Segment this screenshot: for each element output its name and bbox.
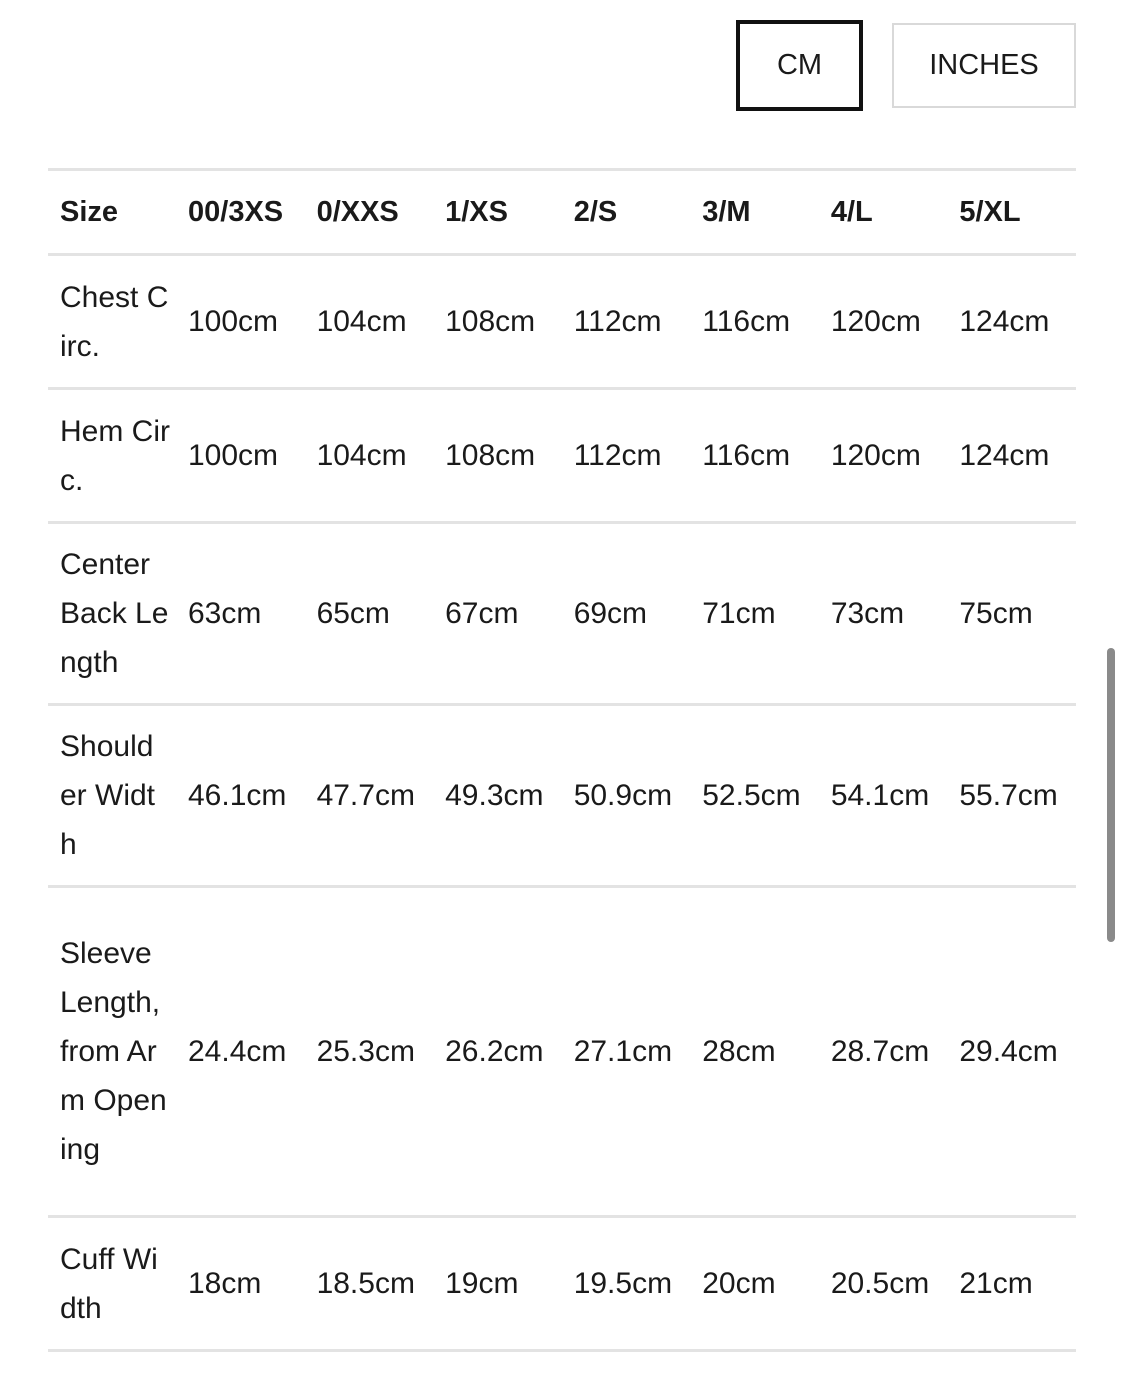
table-cell: 108cm xyxy=(445,305,536,338)
size-header-1-xs: 1/XS xyxy=(445,195,508,228)
table-cell: 20.5cm xyxy=(830,1267,930,1300)
table-cell: 112cm xyxy=(573,305,662,338)
table-cell: 27.1cm xyxy=(573,1035,673,1068)
table-cell: 24.4cm xyxy=(188,1035,287,1068)
size-header-00-3xs: 00/3XS xyxy=(188,195,284,228)
table-cell: 19cm xyxy=(445,1267,519,1300)
table-cell: 112cm xyxy=(573,439,662,472)
table-row-hem-circ xyxy=(48,389,1076,523)
table-cell: 71cm xyxy=(702,597,776,630)
table-cell: 49.3cm xyxy=(445,779,544,812)
table-cell: 18cm xyxy=(188,1267,262,1300)
table-cell: 120cm xyxy=(830,439,921,472)
table-cell: 46.1cm xyxy=(188,779,287,812)
table-row-cuff-width xyxy=(48,1217,1076,1351)
row-label: Cuff Width xyxy=(60,1242,158,1325)
table-cell: 29.4cm xyxy=(959,1035,1058,1068)
table-cell: 20cm xyxy=(702,1267,776,1300)
table-cell: 100cm xyxy=(188,439,279,472)
table-cell: 25.3cm xyxy=(316,1035,415,1068)
size-header-3-m: 3/M xyxy=(702,195,751,228)
size-header-label: Size xyxy=(60,195,119,228)
table-cell: 104cm xyxy=(316,305,407,338)
table-cell: 67cm xyxy=(445,597,519,630)
table-cell: 28cm xyxy=(702,1035,776,1068)
table-cell: 116cm xyxy=(702,305,791,338)
table-cell: 124cm xyxy=(959,439,1050,472)
table-cell: 55.7cm xyxy=(959,779,1058,812)
table-row-center-back-length xyxy=(48,523,1076,705)
cm-unit-button[interactable]: CM xyxy=(736,20,863,111)
table-cell: 116cm xyxy=(702,439,791,472)
table-cell: 75cm xyxy=(959,597,1033,630)
table-row-chest-circ xyxy=(48,255,1076,389)
table-cell: 52.5cm xyxy=(702,779,801,812)
inches-unit-button[interactable]: INCHES xyxy=(892,23,1076,108)
table-cell: 73cm xyxy=(830,597,905,630)
table-cell: 19.5cm xyxy=(573,1267,673,1300)
table-cell: 69cm xyxy=(573,597,648,630)
table-row-shoulder-width xyxy=(48,705,1076,887)
table-cell: 100cm xyxy=(188,305,279,338)
size-header-4-l: 4/L xyxy=(830,195,873,228)
table-cell: 63cm xyxy=(188,597,262,630)
table-cell: 26.2cm xyxy=(445,1035,544,1068)
row-label: Chest Circ. xyxy=(60,280,169,363)
table-cell: 65cm xyxy=(316,597,390,630)
table-cell: 50.9cm xyxy=(573,779,673,812)
size-header-2-s: 2/S xyxy=(573,195,618,228)
size-header-5-xl: 5/XL xyxy=(959,195,1021,228)
row-label: Hem Circ. xyxy=(60,414,170,497)
vertical-scrollbar[interactable] xyxy=(1107,648,1115,942)
table-cell: 28.7cm xyxy=(830,1035,930,1068)
table-cell: 120cm xyxy=(830,305,921,338)
table-row-sleeve-length xyxy=(48,887,1076,1217)
table-cell: 54.1cm xyxy=(830,779,930,812)
table-cell: 18.5cm xyxy=(316,1267,415,1300)
size-header-row xyxy=(48,170,1076,255)
table-cell: 108cm xyxy=(445,439,536,472)
table-cell: 21cm xyxy=(959,1267,1033,1300)
row-label: Shoulder Width xyxy=(60,730,156,861)
table-cell: 104cm xyxy=(316,439,407,472)
size-header-0-xxs: 0/XXS xyxy=(316,195,399,228)
size-chart-table xyxy=(48,168,1076,1352)
row-label: Sleeve Length, from Arm Opening xyxy=(60,937,167,1166)
table-cell: 47.7cm xyxy=(316,779,415,812)
table-cell: 124cm xyxy=(959,305,1050,338)
row-label: Center Back Length xyxy=(60,548,169,679)
